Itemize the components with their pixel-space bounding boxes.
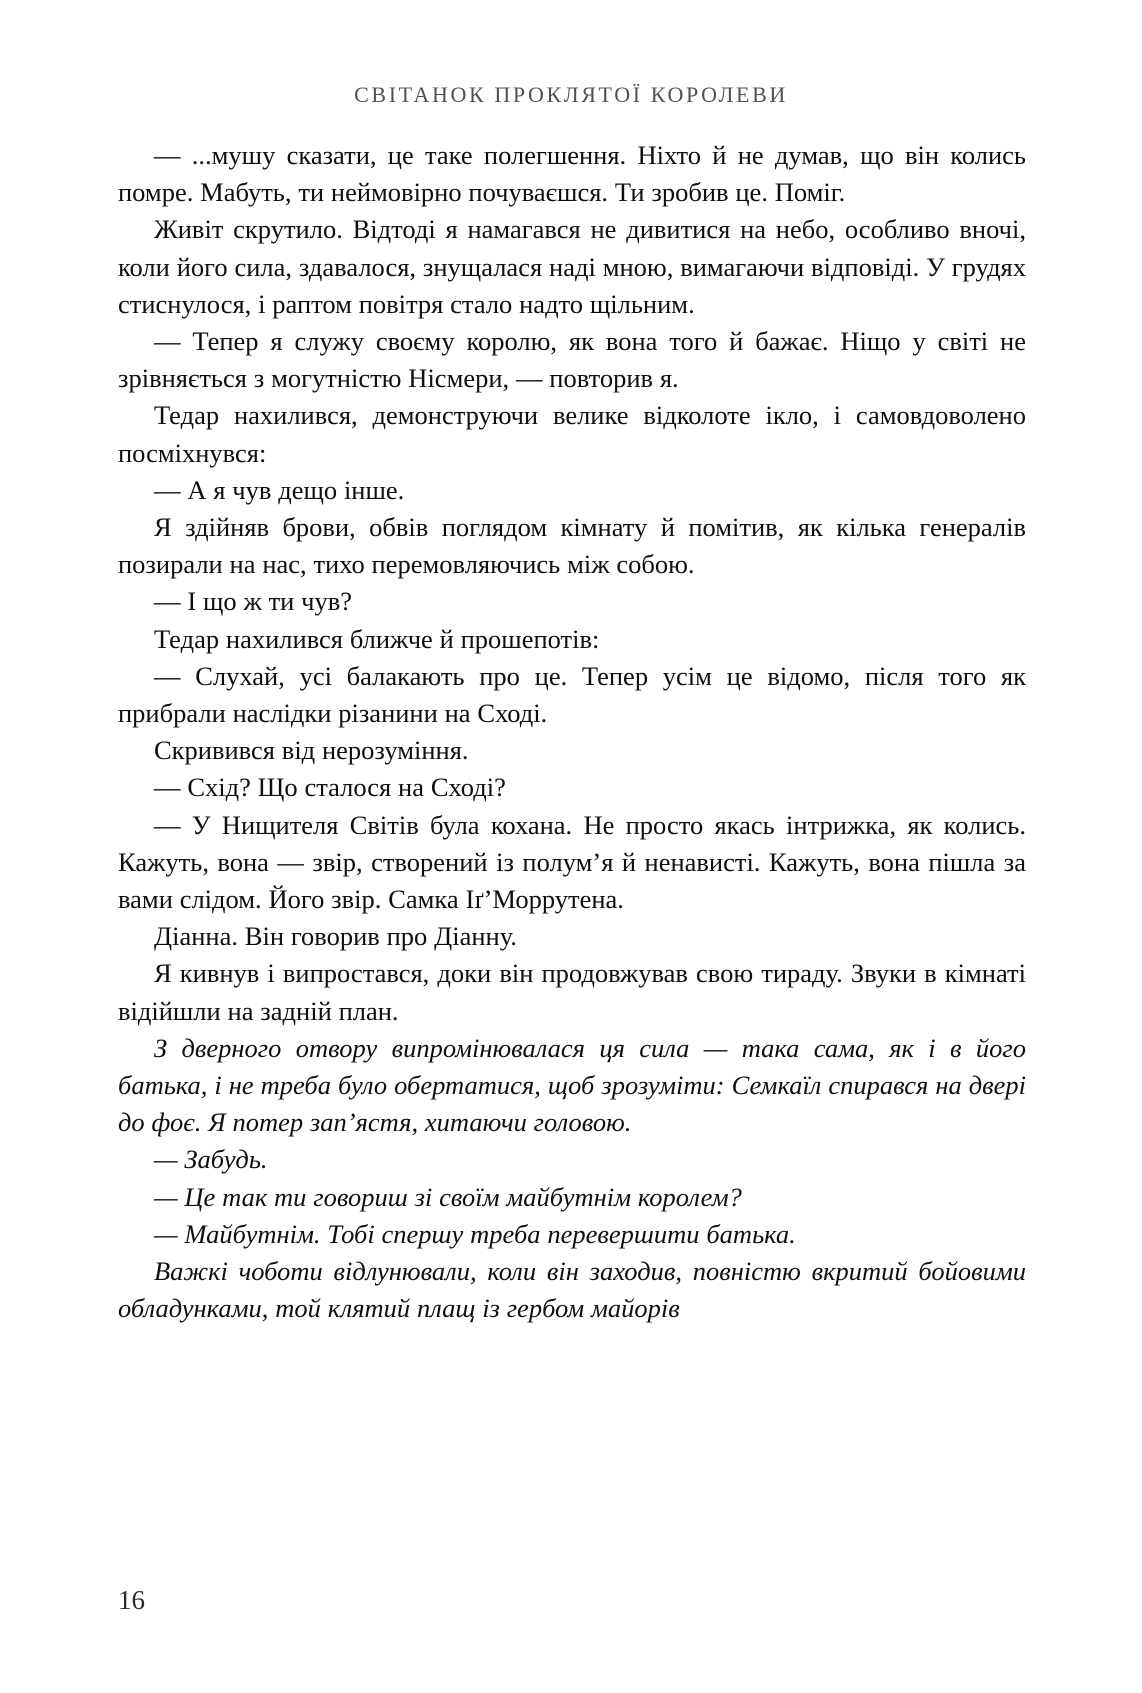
- paragraph: — Майбутнім. Тобі спершу треба перевершити батька.: [154, 1218, 796, 1249]
- running-head: СВІТАНОК ПРОКЛЯТОЇ КОРОЛЕВИ: [354, 82, 788, 107]
- paragraph: — Схід? Що сталося на Сході?: [154, 772, 506, 803]
- paragraph: — Слухай, усі балакають про це. Тепер усім це відомо, після того як прибрали наслідки різанини на Сході.: [118, 660, 1026, 729]
- paragraph: — Тепер я служу своєму королю, як вона того й бажає. Ніщо у світі не зрівняється з могутністю Нісмери, — повторив я.: [118, 326, 1026, 394]
- paragraph: — І що ж ти чув?: [154, 586, 353, 617]
- paragraph: Я кивнув і випростався, доки він продовжував свою тираду. Звуки в кімнаті відійшли на задній план.: [118, 958, 1026, 1026]
- paragraph: Діанна. Він говорив про Діанну.: [154, 921, 517, 952]
- paragraph: Я здійняв брови, обвів поглядом кімнату й помітив, як кілька генералів позирали на нас, тихо перемовляючись між собою.: [118, 512, 1026, 580]
- paragraph: Тедар нахилився ближче й прошепотів:: [154, 623, 600, 654]
- paragraph: — У Нищителя Світів була кохана. Не просто якась інтрижка, як колись. Кажуть, вона — звір, створений із полум’я й ненависті. Кажуть, вона пішла за вами слідом. Його звір. Самка Іґ’Моррутена.: [118, 809, 1026, 915]
- paragraph: — Це так ти говориш зі своїм майбутнім королем?: [154, 1181, 742, 1212]
- paragraph: Скривився від нерозуміння.: [154, 735, 469, 766]
- paragraph: Живіт скрутило. Відтоді я намагався не дивитися на небо, особливо вночі, коли його сила, здавалося, знущалася наді мною, вимагаючи відповіді. У грудях стиснулося, і раптом повітря стало надто щільним.: [118, 214, 1026, 319]
- paragraph: Важкі чоботи відлунювали, коли він заходив, повністю вкритий бойовими обладунками, той клятий плащ із гербом майорів: [118, 1256, 1026, 1324]
- paragraph: З дверного отвору випромінювалася ця сила — така сама, як і в його батька, і не треба було обертатися, щоб зрозуміти: Семкаїл спирався на двері до фоє. Я потер зап’ястя, хитаючи головою.: [118, 1032, 1026, 1138]
- paragraph: — ...мушу сказати, це таке полегшення. Ніхто й не думав, що він колись помре. Мабуть, ти неймовірно почуваєшся. Ти зробив це. Поміг.: [118, 140, 1026, 208]
- body-text: [118, 137, 1026, 1328]
- page-number: 16: [118, 1585, 145, 1615]
- paragraph: — Забудь.: [154, 1144, 268, 1175]
- paragraph: Тедар нахилився, демонструючи велике відколоте ікло, і самовдоволено посміхнувся:: [118, 400, 1026, 468]
- paragraph: — А я чув дещо інше.: [154, 474, 405, 505]
